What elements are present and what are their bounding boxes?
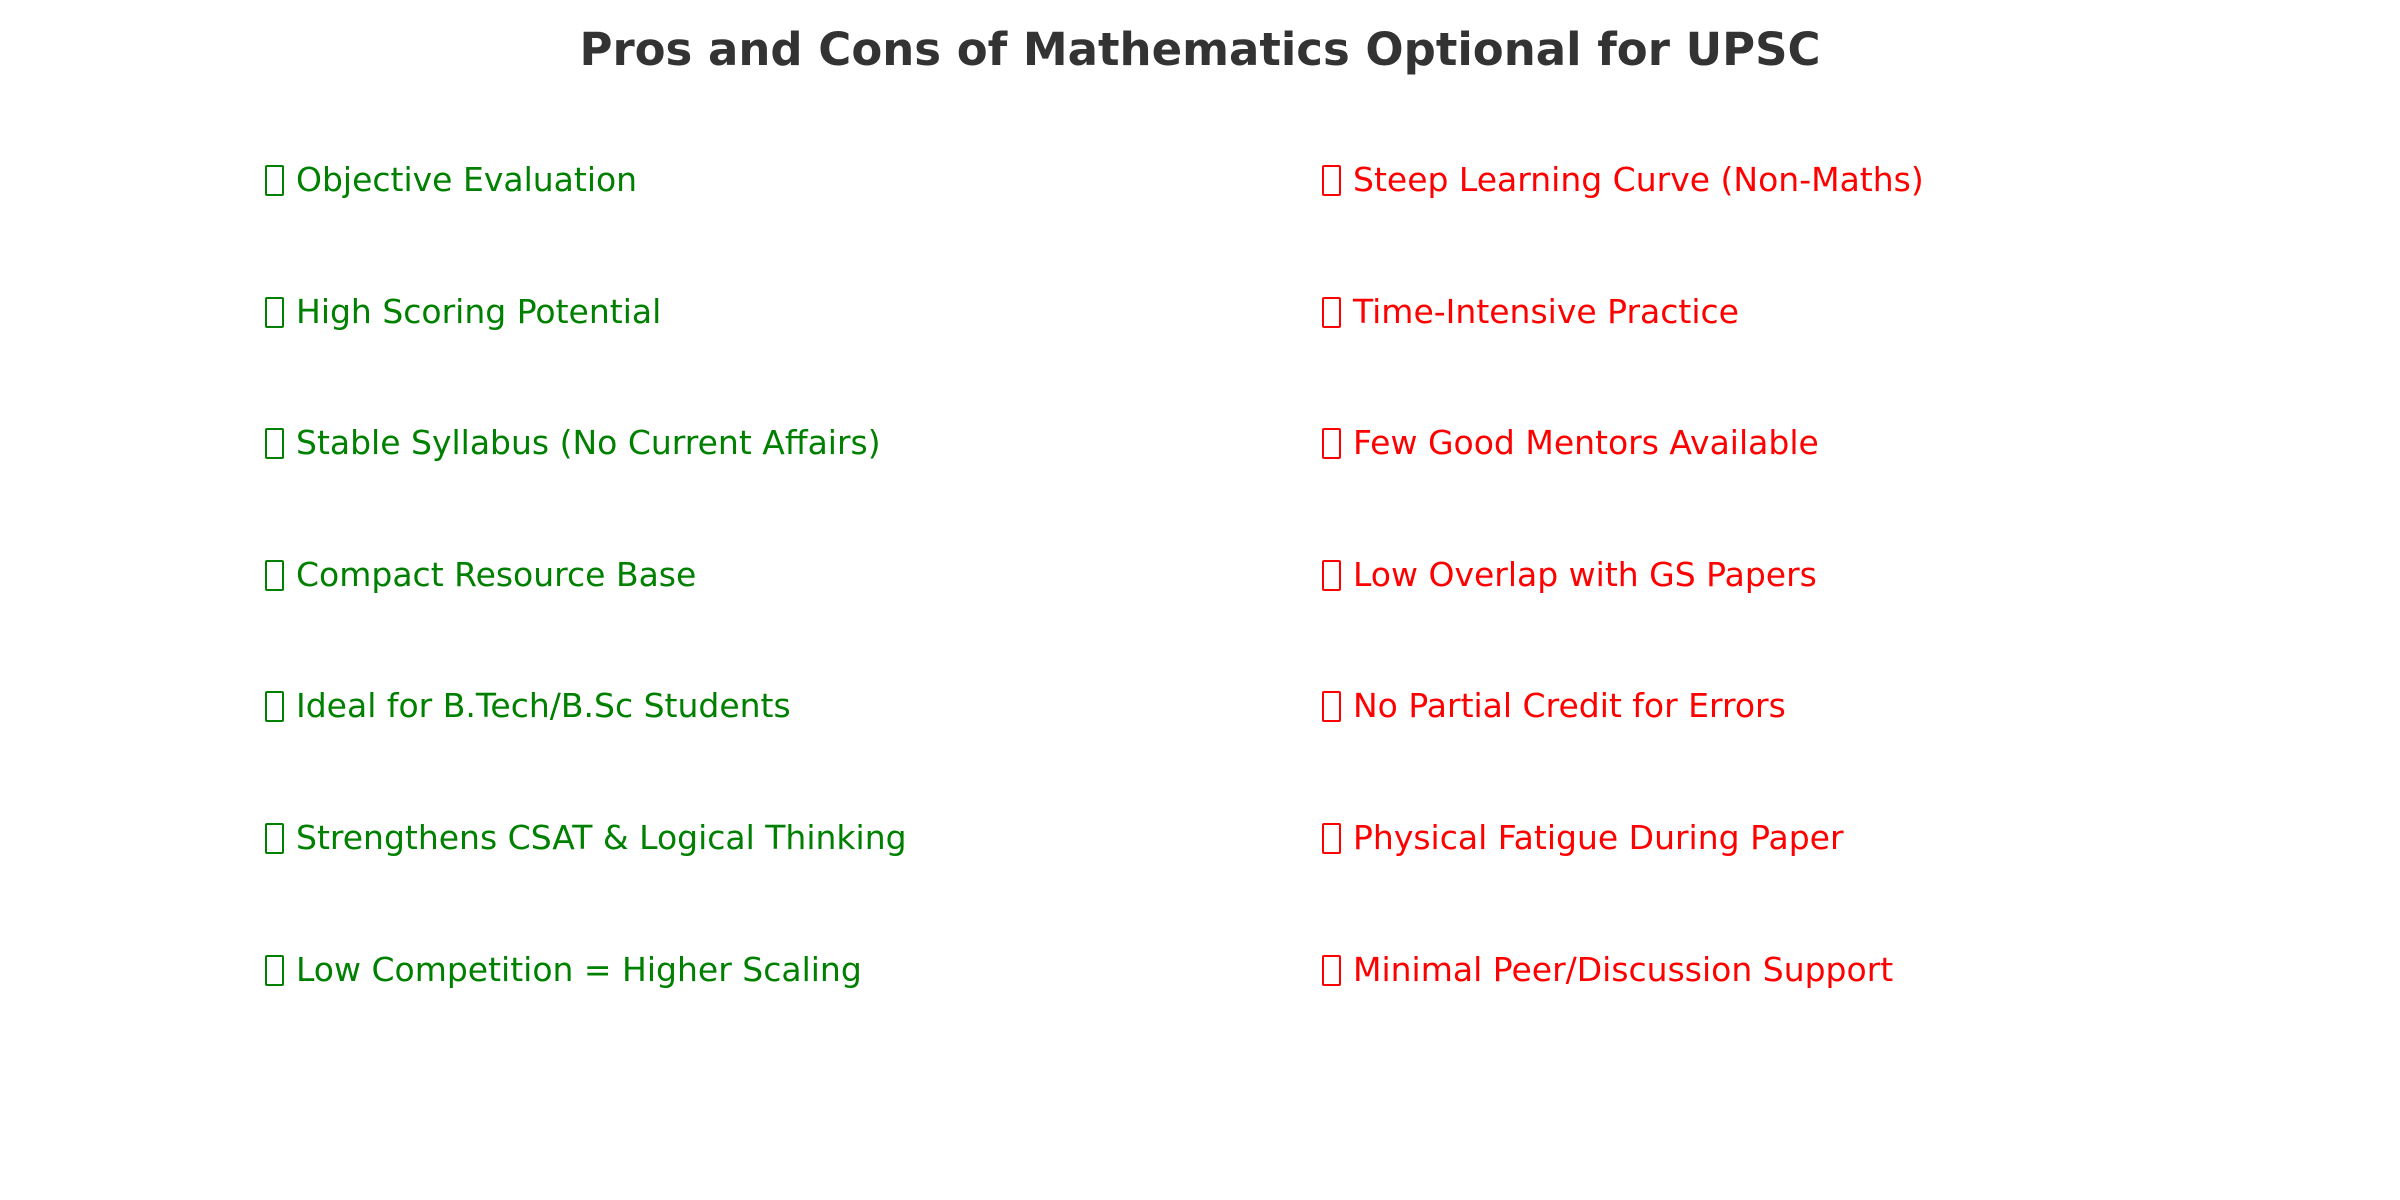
missing-glyph-icon (265, 165, 284, 196)
missing-glyph-icon (265, 560, 284, 591)
missing-glyph-icon (265, 823, 284, 854)
pros-item (265, 942, 907, 1074)
missing-glyph-icon (265, 297, 284, 328)
cons-item-label: Few Good Mentors Available (1353, 423, 1819, 463)
missing-glyph-icon (1322, 428, 1341, 459)
pros-item (265, 810, 907, 942)
pros-item-label: High Scoring Potential (296, 291, 662, 331)
cons-item-label: No Partial Credit for Errors (1353, 686, 1786, 726)
missing-glyph-icon (265, 691, 284, 722)
cons-item-label: Time-Intensive Practice (1353, 291, 1739, 331)
pros-item (265, 678, 907, 810)
missing-glyph-icon (1322, 823, 1341, 854)
pros-item-label: Ideal for B.Tech/B.Sc Students (296, 686, 791, 726)
cons-item (1322, 678, 1924, 810)
missing-glyph-icon (1322, 691, 1341, 722)
pros-list (265, 152, 907, 1073)
missing-glyph-icon (265, 955, 284, 986)
cons-list (1322, 152, 1924, 1073)
pros-item (265, 284, 907, 416)
missing-glyph-icon (1322, 297, 1341, 328)
cons-item (1322, 284, 1924, 416)
missing-glyph-icon (1322, 560, 1341, 591)
cons-item-label: Minimal Peer/Discussion Support (1353, 949, 1894, 989)
pros-item (265, 547, 907, 679)
pros-item-label: Stable Syllabus (No Current Affairs) (296, 423, 881, 463)
cons-item (1322, 547, 1924, 679)
page-title: Pros and Cons of Mathematics Optional for UPSC (579, 23, 1821, 76)
cons-item (1322, 810, 1924, 942)
pros-item-label: Strengthens CSAT & Logical Thinking (296, 817, 907, 857)
pros-item-label: Compact Resource Base (296, 554, 697, 594)
missing-glyph-icon (1322, 165, 1341, 196)
missing-glyph-icon (1322, 955, 1341, 986)
cons-item-label: Physical Fatigue During Paper (1353, 817, 1844, 857)
pros-item-label: Objective Evaluation (296, 160, 638, 199)
cons-item-label: Low Overlap with GS Papers (1353, 554, 1817, 594)
cons-item (1322, 415, 1924, 547)
cons-item-label: Steep Learning Curve (Non-Maths) (1353, 160, 1924, 199)
pros-item (265, 152, 907, 284)
pros-item-label: Low Competition = Higher Scaling (296, 949, 862, 989)
cons-item (1322, 942, 1924, 1074)
missing-glyph-icon (265, 428, 284, 459)
cons-item (1322, 152, 1924, 284)
pros-item (265, 415, 907, 547)
